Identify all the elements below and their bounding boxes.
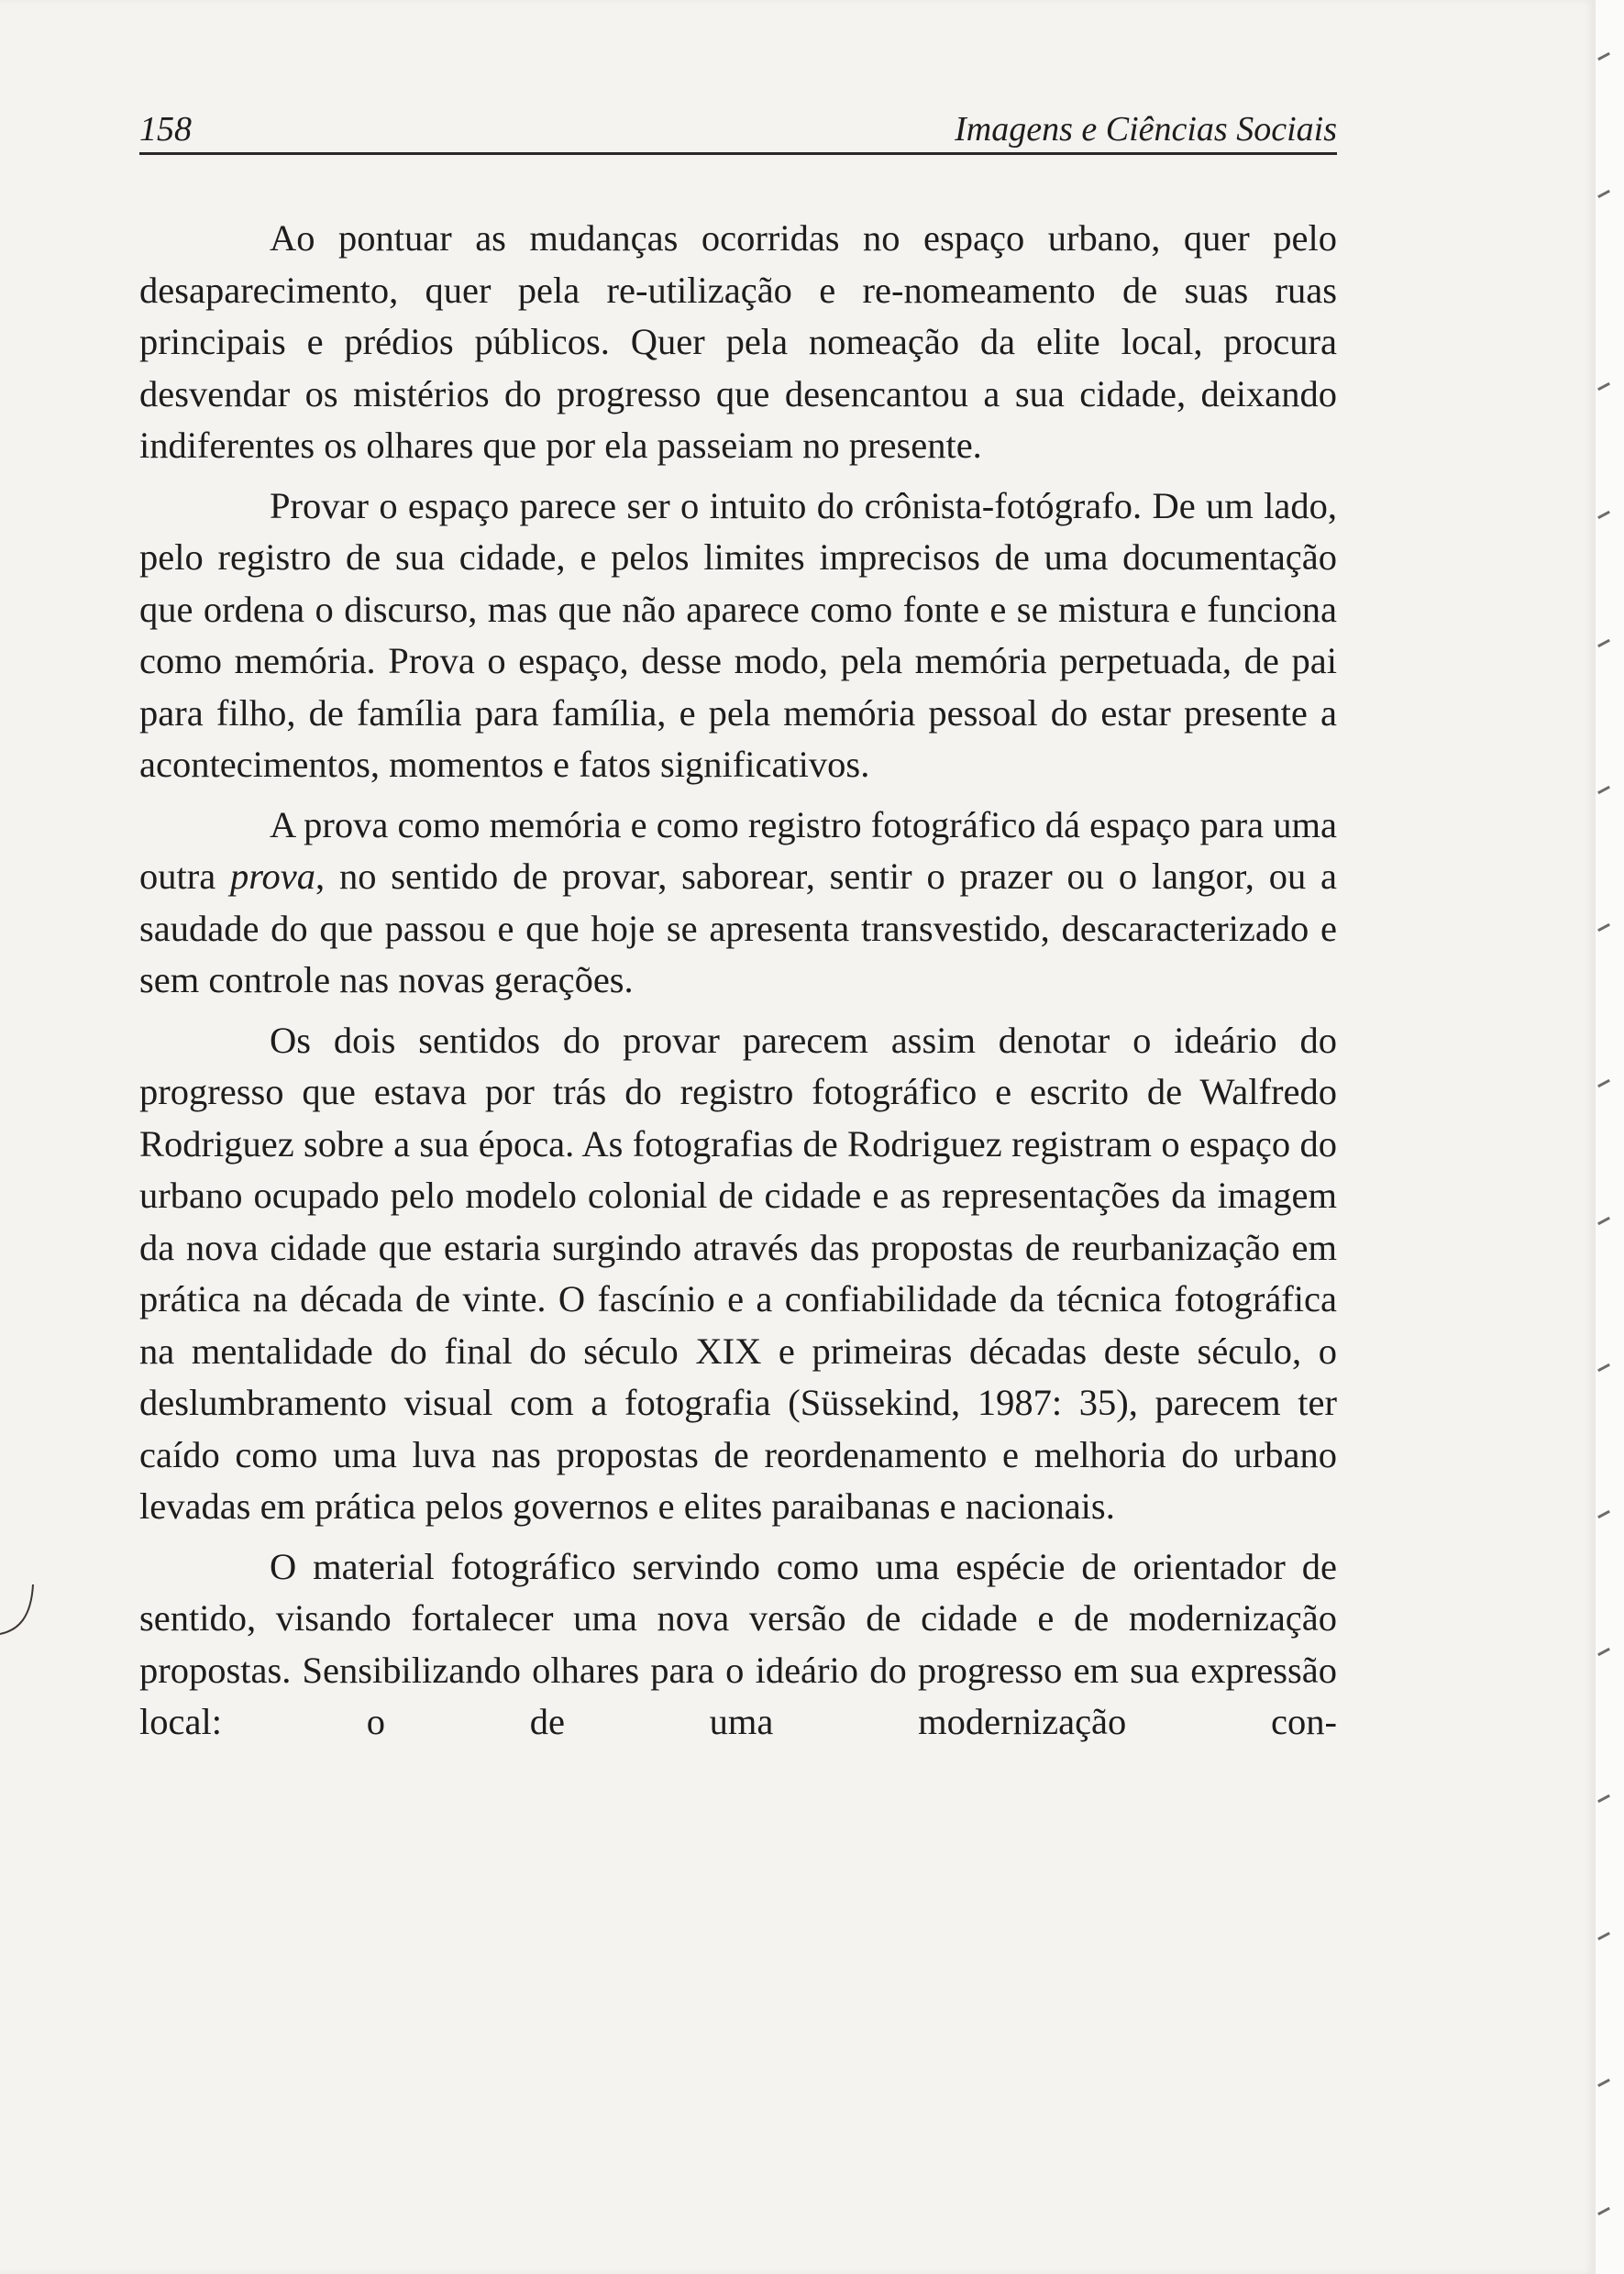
edge-mark: [1597, 2079, 1610, 2087]
paragraph-5: O material fotográfico servindo como uma espécie de orientador de sentido, visando fortalecer uma nova versão de cidade e de modernização propostas. Sensibilizando olhares para o ideário do progresso em sua expressão local: o de uma modernização con-: [139, 1545, 1337, 1742]
paragraph-1: Ao pontuar as mudanças ocorridas no espaço urbano, quer pelo desaparecimento, quer pela re-utilização e re-nomeamento de suas ruas principais e prédios públicos. Quer pela nomeação da elite local, procura desvendar os mistérios do progresso que desencantou a sua cidade, deixando indiferentes os olhares que por ela passeiam no presente.: [139, 217, 1337, 466]
edge-mark: [1597, 52, 1610, 61]
body-text: [139, 213, 1337, 1757]
edge-mark: [1597, 382, 1610, 391]
running-title: Imagens e Ciências Sociais: [955, 110, 1337, 149]
page-edge: [1596, 0, 1624, 2274]
paragraph-2: Provar o espaço parece ser o intuito do crônista-fotógrafo. De um lado, pelo registro de sua cidade, e pelos limites imprecisos de uma documentação que ordena o discurso, mas que não aparece como fonte e se mistura e funciona como memória. Prova o espaço, desse modo, pela memória perpetuada, de pai para filho, de família para família, e pela memória pessoal do estar presente a acontecimentos, momentos e fatos significativos.: [139, 484, 1337, 785]
page-number: 158: [139, 110, 192, 149]
running-header: [139, 108, 1337, 155]
edge-mark: [1597, 1217, 1610, 1225]
edge-mark: [1597, 1794, 1610, 1803]
edge-mark: [1597, 923, 1610, 932]
edge-mark: [1597, 190, 1610, 198]
edge-mark: [1597, 1079, 1610, 1087]
edge-mark: [1597, 639, 1610, 647]
page-curl-mark: [0, 1577, 37, 1650]
edge-mark: [1597, 1932, 1610, 1940]
edge-mark: [1597, 511, 1610, 519]
paragraph-4: Os dois sentidos do provar parecem assim denotar o ideário do progresso que estava por trás do registro fotográfico e escrito de Walfredo Rodriguez sobre a sua época. As fotografias de Rodriguez registram o espaço do urbano ocupado pelo modelo colonial de cidade e as representações da imagem da nova cidade que estaria surgindo através das propostas de reurbanização em prática na década de vinte. O fascínio e a confiabilidade da técnica fotográfica na mentalidade do final do século XIX e primeiras décadas deste século, o deslumbramento visual com a fotografia (Süssekind, 1987: 35), parecem ter caído como uma luva nas propostas de reordenamento e melhoria do urbano levadas em prática pelos governos e elites paraibanas e nacionais.: [139, 1019, 1337, 1527]
edge-mark: [1597, 786, 1610, 794]
paragraph-3: A prova como memória e como registro fotográfico dá espaço para uma outra prova, no sentido de provar, saborear, sentir o prazer ou o langor, ou a saudade do que passou e que hoje se apresenta transvestido, descaracterizado e sem controle nas novas gerações.: [139, 803, 1337, 1000]
edge-mark: [1597, 1363, 1610, 1372]
edge-mark: [1597, 2207, 1610, 2215]
emphasis-prova: prova: [230, 856, 316, 897]
edge-mark: [1597, 1510, 1610, 1518]
edge-mark: [1597, 1648, 1610, 1656]
